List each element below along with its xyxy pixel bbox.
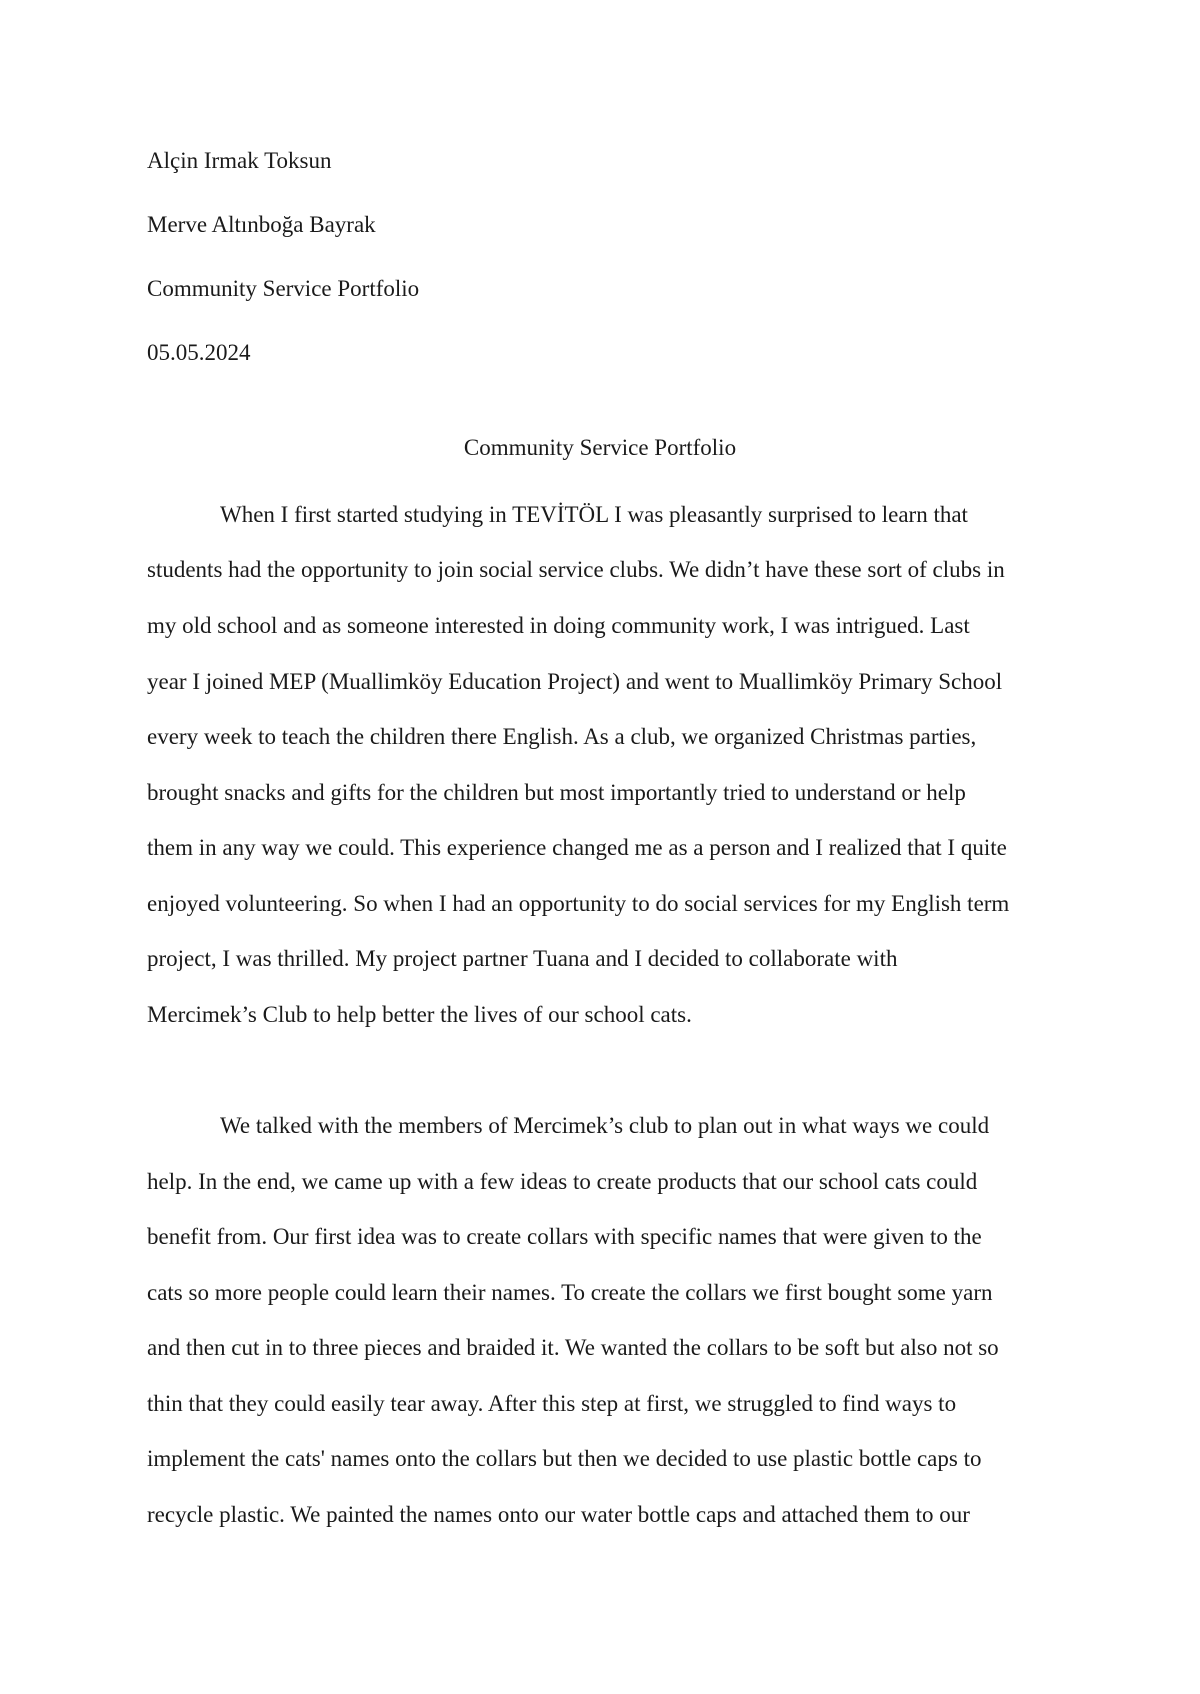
author-name: Alçin Irmak Toksun — [147, 148, 332, 173]
paragraph-line: them in any way we could. This experience changed me as a person and I realized that I quite — [147, 835, 1007, 860]
paragraph-line: every week to teach the children there English. As a club, we organized Christmas parties, — [147, 724, 977, 749]
instructor-name: Merve Altınboğa Bayrak — [147, 212, 376, 237]
paragraph-line: We talked with the members of Mercimek’s club to plan out in what ways we could — [220, 1113, 990, 1138]
document-title: Community Service Portfolio — [463, 435, 737, 460]
paragraph-line: When I first started studying in TEVİTÖL I was pleasantly surprised to learn that — [220, 502, 968, 527]
paragraph-line: cats so more people could learn their names. To create the collars we first bought some yarn — [147, 1280, 993, 1305]
paragraph-line: Mercimek’s Club to help better the lives of our school cats. — [147, 1002, 692, 1027]
paragraph-line: recycle plastic. We painted the names onto our water bottle caps and attached them to our — [147, 1502, 970, 1527]
paragraph-line: benefit from. Our first idea was to create collars with specific names that were given to the — [147, 1224, 982, 1249]
paragraph-line: year I joined MEP (Muallimköy Education Project) and went to Muallimköy Primary School — [147, 669, 1003, 694]
paragraph-line: thin that they could easily tear away. After this step at first, we struggled to find ways to — [147, 1391, 957, 1416]
paragraph-line: and then cut in to three pieces and braided it. We wanted the collars to be soft but also not so — [147, 1335, 999, 1360]
paragraph-line: enjoyed volunteering. So when I had an opportunity to do social services for my English term — [147, 891, 1010, 916]
paragraph-line: implement the cats' names onto the collars but then we decided to use plastic bottle caps to — [147, 1446, 982, 1471]
paragraph-line: help. In the end, we came up with a few ideas to create products that our school cats could — [147, 1169, 978, 1194]
document-date: 05.05.2024 — [147, 340, 251, 365]
paragraph-line: my old school and as someone interested in doing community work, I was intrigued. Last — [147, 613, 970, 638]
paragraph-line: project, I was thrilled. My project partner Tuana and I decided to collaborate with — [147, 946, 898, 971]
course-name: Community Service Portfolio — [147, 276, 420, 301]
paragraph-line: brought snacks and gifts for the children but most importantly tried to understand or help — [147, 780, 966, 805]
paragraph-line: students had the opportunity to join social service clubs. We didn’t have these sort of clubs in — [147, 557, 1005, 582]
